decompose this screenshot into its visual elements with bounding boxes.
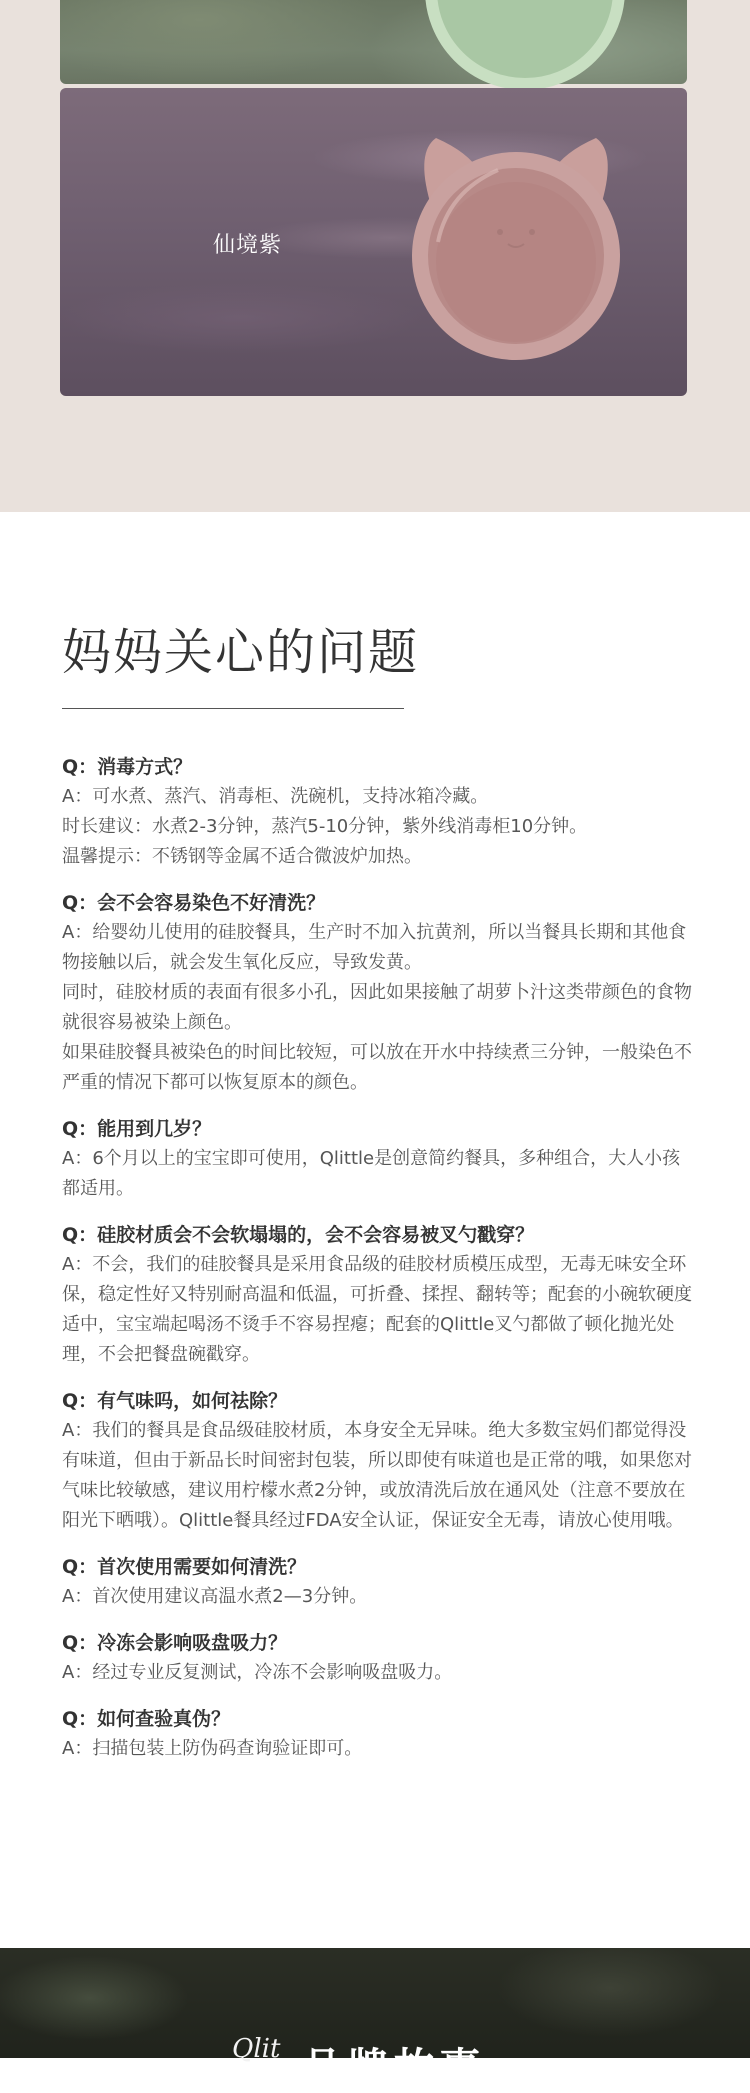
faq-answer-line: A：给婴幼儿使用的硅胶餐具，生产时不加入抗黄剂，所以当餐具长期和其他食物接触以后，就会发生氧化反应，导致发黄。 bbox=[62, 922, 687, 973]
faq-answer bbox=[62, 1144, 698, 1204]
faq-answer-line: A：经过专业反复测试，冷冻不会影响吸盘吸力。 bbox=[62, 1662, 453, 1683]
faq-question: Q：如何查验真伪？ bbox=[62, 1708, 231, 1730]
faq-answer bbox=[62, 1658, 698, 1688]
faq-answer-line: 温馨提示：不锈钢等金属不适合微波炉加热。 bbox=[62, 846, 422, 867]
product-color-section bbox=[0, 0, 750, 512]
green-color-card bbox=[60, 0, 687, 84]
green-bowl-image bbox=[425, 0, 625, 90]
faq-answer bbox=[62, 1416, 698, 1536]
brand-story-title: 品牌故事 bbox=[302, 2045, 486, 2091]
faq-item bbox=[62, 1704, 698, 1764]
purple-color-label: 仙境紫 bbox=[213, 233, 283, 258]
cat-bowl-image bbox=[408, 132, 624, 362]
faq-answer-line: 如果硅胶餐具被染色的时间比较短，可以放在开水中持续煮三分钟，一般染色不严重的情况下都可以恢复原本的颜色。 bbox=[62, 1042, 692, 1093]
faq-item bbox=[62, 1552, 698, 1612]
faq-item bbox=[62, 1220, 698, 1370]
faq-answer bbox=[62, 1734, 698, 1764]
faq-answer-line: 同时，硅胶材质的表面有很多小孔，因此如果接触了胡萝卜汁这类带颜色的食物就很容易被染上颜色。 bbox=[62, 982, 692, 1033]
faq-item bbox=[62, 1114, 698, 1204]
faq-question: Q：硅胶材质会不会软塌塌的，会不会容易被叉勺戳穿？ bbox=[62, 1224, 535, 1246]
faq-answer bbox=[62, 918, 698, 1098]
faq-question: Q：能用到几岁？ bbox=[62, 1118, 212, 1140]
faq-question: Q：冷冻会影响吸盘吸力？ bbox=[62, 1632, 288, 1654]
faq-answer-line: A：我们的餐具是食品级硅胶材质，本身安全无异味。绝大多数宝妈们都觉得没有味道，但由于新品长时间密封包装，所以即使有味道也是正常的哦，如果您对气味比较敏感，建议用柠檬水煮2分钟，或放清洗后放在通风处（注意不要放在阳光下晒哦）。Qlittle餐具经过FDA安全认证，保证安全无毒，请放心使用哦。 bbox=[62, 1420, 692, 1531]
faq-question: Q：首次使用需要如何清洗？ bbox=[62, 1556, 307, 1578]
faq-title: 妈妈关心的问题 bbox=[62, 624, 420, 681]
faq-divider bbox=[62, 708, 404, 709]
faq-question: Q：会不会容易染色不好清洗？ bbox=[62, 892, 326, 914]
faq-answer-line: A：6个月以上的宝宝即可使用，Qlittle是创意简约餐具，多种组合，大人小孩都适用。 bbox=[62, 1148, 681, 1199]
faq-answer-line: A：首次使用建议高温水煮2—3分钟。 bbox=[62, 1586, 368, 1607]
faq-question: Q：消毒方式？ bbox=[62, 756, 193, 778]
faq-answer-line: A：扫描包装上防伪码查询验证即可。 bbox=[62, 1738, 363, 1759]
purple-color-card bbox=[60, 88, 687, 396]
brand-story-banner bbox=[0, 1948, 750, 2091]
faq-answer bbox=[62, 1250, 698, 1370]
faq-item bbox=[62, 752, 698, 872]
faq-list bbox=[62, 752, 698, 1780]
faq-answer-line: A：可水煮、蒸汽、消毒柜、洗碗机，支持冰箱冷藏。 bbox=[62, 786, 489, 807]
brand-logo: Qlit bbox=[232, 2034, 281, 2064]
faq-item bbox=[62, 888, 698, 1098]
faq-item bbox=[62, 1628, 698, 1688]
faq-answer-line: A：不会，我们的硅胶餐具是采用食品级的硅胶材质模压成型，无毒无味安全环保，稳定性好又特别耐高温和低温，可折叠、揉捏、翻转等；配套的小碗软硬度适中，宝宝端起喝汤不烫手不容易捏瘪；配套的Qlittle叉勺都做了顿化抛光处理，不会把餐盘碗戳穿。 bbox=[62, 1254, 692, 1365]
faq-answer-line: 时长建议：水煮2-3分钟，蒸汽5-10分钟，紫外线消毒柜10分钟。 bbox=[62, 816, 588, 837]
faq-answer bbox=[62, 782, 698, 872]
faq-item bbox=[62, 1386, 698, 1536]
faq-question: Q：有气味吗，如何祛除？ bbox=[62, 1390, 288, 1412]
faq-answer bbox=[62, 1582, 698, 1612]
